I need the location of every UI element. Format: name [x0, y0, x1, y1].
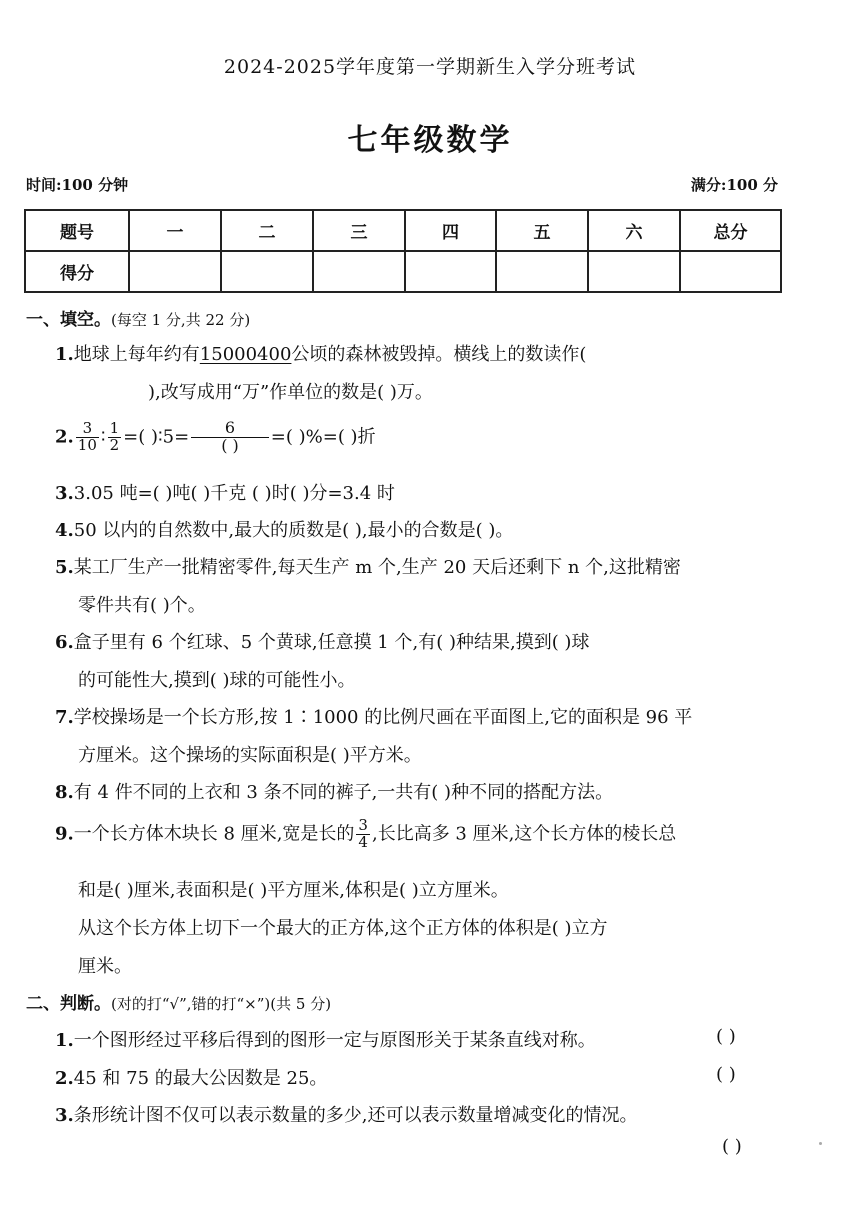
- question-text: 学校操场是一个长方形,按 1∶1000 的比例尺画在平面图上,它的面积是 96 平: [73, 707, 693, 728]
- question-number: 2.: [55, 426, 74, 448]
- judge-item-3: [55, 1101, 638, 1127]
- underlined-number: 15000400: [199, 344, 292, 365]
- score-table-score-row: [25, 251, 781, 292]
- denominator: 10: [77, 435, 97, 454]
- score-header-cell: 二: [221, 210, 313, 251]
- section1-note: (每空 1 分,共 22 分): [111, 311, 251, 329]
- denominator: ( ): [221, 435, 239, 455]
- question-2: [55, 420, 376, 455]
- score-header-cell: 六: [588, 210, 680, 251]
- question-text: 一个长方体木块长 8 厘米,宽是长的: [73, 823, 355, 845]
- numerator: 3: [76, 421, 99, 438]
- question-7-line2: 方厘米。这个操场的实际面积是( )平方米。: [78, 745, 422, 766]
- question-text: 盒子里有 6 个红球、5 个黄球,任意摸 1 个,有( )种结果,摸到( )球: [73, 632, 590, 653]
- question-5: [55, 553, 681, 579]
- question-text: 一个图形经过平移后得到的图形一定与原图形关于某条直线对称。: [73, 1030, 596, 1051]
- denominator: 4: [358, 832, 368, 851]
- score-header-cell: 三: [313, 210, 405, 251]
- question-number: 1.: [55, 344, 74, 365]
- score-cell[interactable]: [313, 251, 405, 292]
- question-number: 7.: [55, 707, 74, 728]
- question-1: [55, 340, 586, 366]
- question-text: 有 4 件不同的上衣和 3 条不同的裤子,一共有( )种不同的搭配方法。: [73, 782, 614, 803]
- score-cell[interactable]: [496, 251, 588, 292]
- question-text: 某工厂生产一批精密零件,每天生产 m 个,生产 20 天后还剩下 n 个,这批精密: [73, 557, 681, 578]
- question-5-line2: 零件共有( )个。: [78, 595, 206, 616]
- answer-paren[interactable]: ( ): [716, 1064, 736, 1085]
- section2-heading: [26, 989, 331, 1014]
- question-text: 公顷的森林被毁掉。横线上的数读作(: [291, 344, 587, 365]
- section1-heading: [26, 305, 250, 330]
- score-table-header-row: [25, 210, 781, 251]
- question-number: 6.: [55, 632, 74, 653]
- question-6: [55, 628, 589, 654]
- page-title: 七年级数学: [347, 123, 513, 158]
- score-header-cell: 四: [405, 210, 496, 251]
- question-4: [55, 516, 513, 542]
- question-9-line4: 厘米。: [78, 956, 132, 977]
- question-number: 4.: [55, 520, 74, 541]
- question-text: =( )∶5=: [123, 426, 190, 448]
- question-number: 5.: [55, 557, 74, 578]
- denominator: 2: [109, 435, 120, 454]
- question-text: 45 和 75 的最大公因数是 25。: [73, 1068, 328, 1089]
- question-number: 9.: [55, 823, 74, 845]
- exam-name: 2024-2025学年度第一学期新生入学分班考试: [223, 56, 637, 78]
- question-9-line3: 从这个长方体上切下一个最大的正方体,这个正方体的体积是( )立方: [78, 918, 608, 939]
- score-cell[interactable]: [680, 251, 781, 292]
- question-3: [55, 479, 395, 505]
- score-cell[interactable]: [129, 251, 221, 292]
- full-score: 满分:100 分: [690, 176, 778, 194]
- section2-note: (对的打“√”,错的打“×”)(共 5 分): [111, 995, 332, 1013]
- answer-paren[interactable]: ( ): [716, 1026, 736, 1047]
- fraction: [108, 421, 122, 454]
- question-number: 2.: [55, 1068, 74, 1089]
- score-cell[interactable]: [221, 251, 313, 292]
- question-9: [55, 818, 676, 851]
- fraction: [356, 818, 370, 851]
- question-1-line2: ),改写成用“万”作单位的数是( )万。: [148, 382, 433, 403]
- numerator: 1: [109, 419, 120, 438]
- question-7: [55, 703, 692, 729]
- score-header-cell: 一: [129, 210, 221, 251]
- question-number: 1.: [55, 1030, 74, 1051]
- scan-speck: [819, 1142, 822, 1145]
- question-text: =( )%=( )折: [270, 426, 376, 448]
- fraction: [191, 420, 269, 455]
- fraction: [76, 421, 99, 454]
- score-cell[interactable]: [405, 251, 496, 292]
- question-number: 3.: [55, 483, 74, 504]
- judge-item-1: [55, 1026, 596, 1052]
- ratio-colon: ∶: [100, 426, 106, 448]
- question-text: 50 以内的自然数中,最大的质数是( ),最小的合数是( )。: [73, 520, 514, 541]
- score-header-cell: 总分: [680, 210, 781, 251]
- answer-paren[interactable]: ( ): [722, 1136, 742, 1157]
- question-text: 条形统计图不仅可以表示数量的多少,还可以表示数量增减变化的情况。: [73, 1105, 638, 1126]
- section1-title: 一、填空。: [26, 310, 111, 330]
- score-header-cell: 五: [496, 210, 588, 251]
- question-number: 3.: [55, 1105, 74, 1126]
- question-number: 8.: [55, 782, 74, 803]
- question-8: [55, 778, 613, 804]
- score-cell[interactable]: [588, 251, 680, 292]
- question-6-line2: 的可能性大,摸到( )球的可能性小。: [78, 670, 356, 691]
- numerator: 3: [358, 816, 368, 834]
- numerator: 6: [191, 420, 269, 438]
- score-row-label: 得分: [25, 251, 129, 292]
- question-text: 地球上每年约有: [73, 344, 200, 365]
- exam-time: 时间:100 分钟: [26, 176, 129, 194]
- section2-title: 二、判断。: [26, 994, 111, 1014]
- question-text: ,长比高多 3 厘米,这个长方体的棱长总: [371, 823, 677, 845]
- score-table: [24, 209, 782, 293]
- judge-item-2: [55, 1064, 327, 1090]
- question-9-line2: 和是( )厘米,表面积是( )平方厘米,体积是( )立方厘米。: [78, 880, 509, 901]
- question-text: 3.05 吨=( )吨( )千克 ( )时( )分=3.4 时: [73, 483, 395, 504]
- score-header-cell: 题号: [25, 210, 129, 251]
